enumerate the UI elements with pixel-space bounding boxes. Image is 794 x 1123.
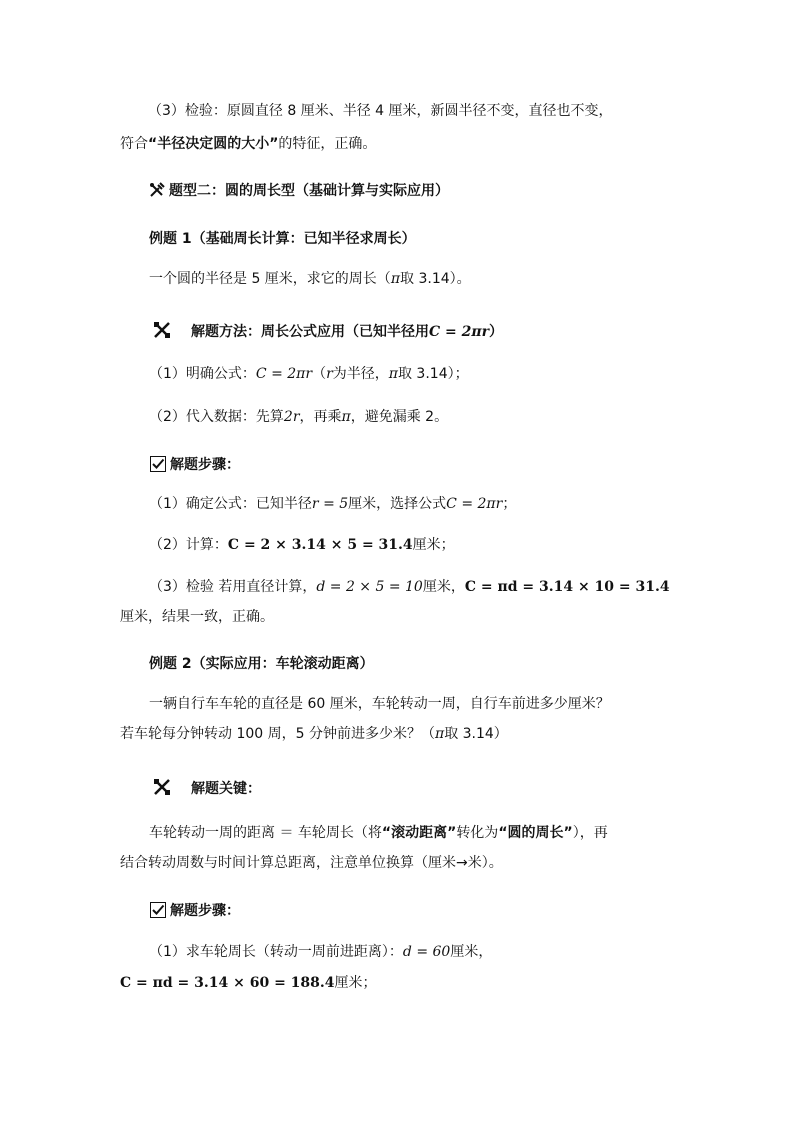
text: 解题步骤： xyxy=(170,457,240,473)
example2-step-1-cont xyxy=(120,973,377,993)
pi-symbol: π xyxy=(388,366,398,382)
text: （1）求车轮周长（转动一周前进距离）： xyxy=(149,944,403,960)
solution-step-3-cont xyxy=(120,607,274,627)
formula: C = πd = 3.14 × 60 = 188.4 xyxy=(120,975,335,991)
text: 结合转动周数与时间计算总距离，注意单位换算（厘米→米）。 xyxy=(120,855,503,871)
formula: C = 2πr xyxy=(446,496,503,512)
text: 厘米， xyxy=(450,944,493,960)
text: （3）检验：原圆直径 8 厘米、半径 4 厘米，新圆半径不变，直径也不变， xyxy=(148,103,613,119)
tools-icon xyxy=(153,321,171,339)
text: 取 3.14）。 xyxy=(400,271,471,287)
example2-step-1 xyxy=(149,942,492,962)
formula: C = 2 × 3.14 × 5 = 31.4 xyxy=(227,537,413,553)
checkbox-check-icon xyxy=(150,902,166,918)
text: 为半径， xyxy=(332,366,389,382)
text: 解题关键： xyxy=(191,781,261,797)
text: 一辆自行车车轮的直径是 60 厘米，车轮转动一周，自行车前进多少厘米？ xyxy=(149,696,610,712)
text: （2）计算： xyxy=(149,537,228,553)
solution-step-1 xyxy=(149,494,516,514)
bold-text: “半径决定圆的大小” xyxy=(148,136,279,152)
text: （1）明确公式： xyxy=(149,366,256,382)
formula: d = 2 × 5 = 10 xyxy=(316,579,423,595)
formula: C = 2πr xyxy=(255,366,313,382)
bold-text: “圆的周长” xyxy=(498,825,573,841)
text: ； xyxy=(502,496,517,512)
example1-question xyxy=(149,269,471,289)
text: 若车轮每分钟转动 100 周，5 分钟前进多少米？（ xyxy=(120,726,435,742)
text: 一个圆的半径是 5 厘米，求它的周长（ xyxy=(149,271,391,287)
example2-title xyxy=(149,654,374,674)
text: 例题 1（基础周长计算：已知半径求周长） xyxy=(149,231,416,247)
text: 厘米，结果一致，正确。 xyxy=(120,609,274,625)
text: ），再 xyxy=(572,825,608,841)
text: 解题方法：周长公式应用（已知半径用 xyxy=(191,324,429,340)
text: 的特征，正确。 xyxy=(278,136,377,152)
text: 厘米， xyxy=(422,579,465,595)
example2-question-line2 xyxy=(120,724,508,744)
formula: d = 60 xyxy=(402,944,451,960)
example2-question-line1 xyxy=(149,694,610,714)
text: ，避免漏乘 2。 xyxy=(350,409,449,425)
text: （2）代入数据：先算 xyxy=(149,409,284,425)
text: （3）检验 若用直径计算， xyxy=(149,579,317,595)
pi-symbol: π xyxy=(390,271,401,287)
formula: C = 2πr xyxy=(429,324,489,340)
solution-step-3 xyxy=(149,577,670,597)
text: 厘米； xyxy=(412,537,455,553)
text: ） xyxy=(489,324,503,340)
text: 取 3.14）； xyxy=(397,366,469,382)
tools-icon xyxy=(149,182,165,198)
formula: r = 5 xyxy=(311,496,349,512)
bold-text: “滚动距离” xyxy=(381,825,457,841)
text: 解题步骤： xyxy=(170,903,240,919)
formula: C = πd = 3.14 × 10 = 31.4 xyxy=(464,579,670,595)
section-title: 题型二：圆的周长型（基础计算与实际应用） xyxy=(169,183,449,199)
checkbox-check-icon xyxy=(150,456,166,472)
pi-symbol: π xyxy=(434,726,445,742)
text: 厘米，选择公式 xyxy=(348,496,447,512)
method-step-2 xyxy=(149,407,448,427)
text: （ xyxy=(312,366,327,382)
key-line1 xyxy=(149,823,608,843)
text: （1）确定公式：已知半径 xyxy=(149,496,312,512)
para-check-line1 xyxy=(148,101,613,121)
method-step-1 xyxy=(149,364,469,384)
text: 例题 2（实际应用：车轮滚动距离） xyxy=(149,656,374,672)
section-heading xyxy=(149,181,449,201)
tools-icon xyxy=(153,778,171,796)
method-heading xyxy=(153,321,503,342)
key-heading xyxy=(153,778,261,799)
text: 取 3.14） xyxy=(444,726,508,742)
solution-step-2 xyxy=(149,535,455,555)
example1-title xyxy=(149,229,416,249)
text: 转化为 xyxy=(456,825,499,841)
text: 车轮转动一周的距离 ＝ 车轮周长（将 xyxy=(149,825,382,841)
steps-heading xyxy=(150,455,240,475)
pi-symbol: π xyxy=(341,409,351,425)
text: 厘米； xyxy=(334,975,377,991)
formula: 2r xyxy=(283,409,300,425)
steps-heading-2 xyxy=(150,901,240,921)
text: 符合 xyxy=(120,136,148,152)
key-line2 xyxy=(120,853,503,873)
formula: r xyxy=(326,366,333,382)
para-check-line2 xyxy=(120,134,376,154)
text: ，再乘 xyxy=(299,409,342,425)
